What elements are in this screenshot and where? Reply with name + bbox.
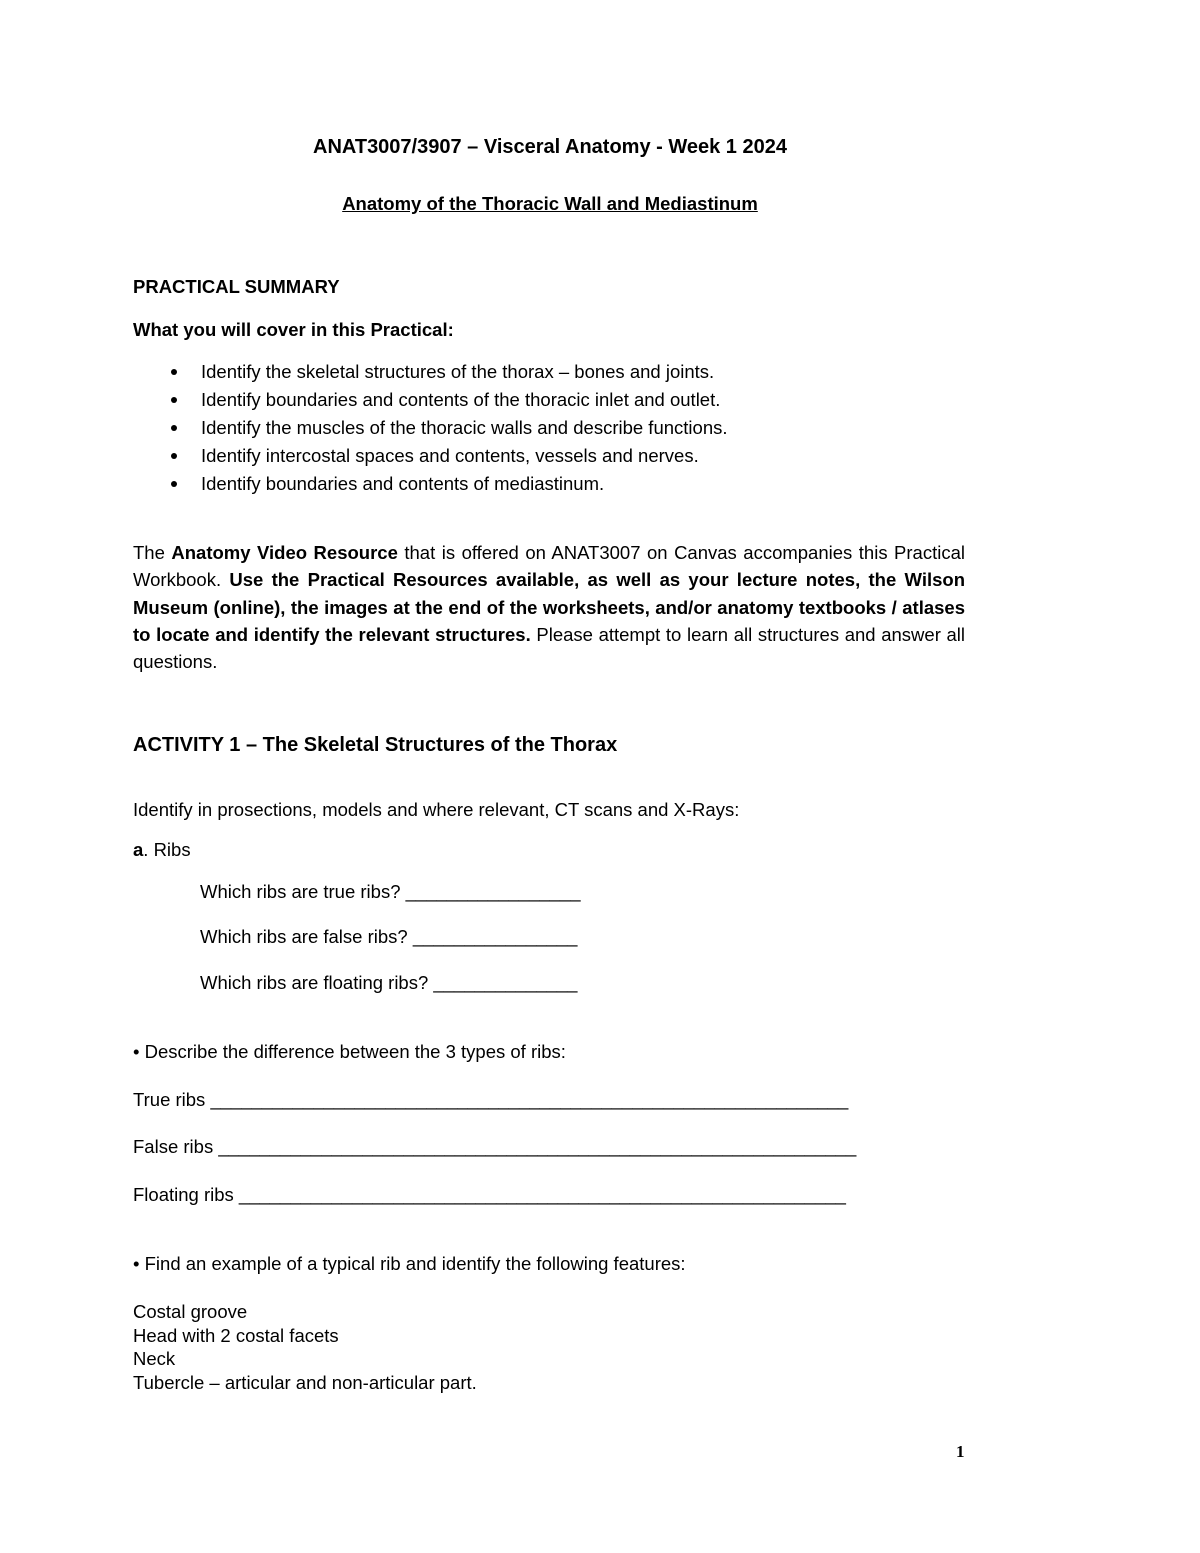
question-false-ribs: Which ribs are false ribs? ________________ [200,926,578,947]
feature-item: Costal groove [133,1301,248,1322]
practical-summary-heading: PRACTICAL SUMMARY [133,276,340,297]
find-example-instruction: • Find an example of a typical rib and identify the following features: [133,1253,686,1274]
bullet-icon [171,481,177,487]
identify-instruction: Identify in prosections, models and where relevant, CT scans and X-Rays: [133,799,740,820]
answer-line-floating-ribs: Floating ribs ___________________________________________________________ [133,1184,846,1205]
document-title: ANAT3007/3907 – Visceral Anatomy - Week 1 2024 [313,136,787,158]
list-item: Identify intercostal spaces and contents, vessels and nerves. [201,445,699,466]
feature-item: Neck [133,1348,176,1369]
bullet-icon [171,397,177,403]
activity-1-heading: ACTIVITY 1 – The Skeletal Structures of the Thorax [133,734,618,756]
list-item: Identify boundaries and contents of mediastinum. [201,473,605,494]
bullet-icon [171,369,177,375]
feature-item: Tubercle – articular and non-articular part. [133,1372,477,1393]
list-item: Identify the muscles of the thoracic walls and describe functions. [201,417,728,438]
list-item: Identify the skeletal structures of the thorax – bones and joints. [201,361,715,382]
resources-instruction: Use the Practical Resources available, as well as your lecture notes, the Wilson Museum (online), the images at the end of the worksheets, and/or anatomy textbooks / atlases to locate and identify the relevant structures. [133,569,965,645]
cover-heading: What you will cover in this Practical: [133,319,454,340]
list-item: Identify boundaries and contents of the thoracic inlet and outlet. [201,389,721,410]
question-true-ribs: Which ribs are true ribs? _________________ [200,881,581,902]
ribs-label: a. Ribs [133,839,191,860]
page-number: 1 [956,1442,965,1461]
answer-line-false-ribs: False ribs ______________________________________________________________ [133,1136,857,1157]
video-resource-name: Anatomy Video Resource [171,542,398,563]
intro-paragraph: The Anatomy Video Resource that is offered on ANAT3007 on Canvas accompanies this Practical Workbook. Use the Practical Resources available, as well as your lecture notes, the Wilson Museum (online), the images at the end of the worksheets, and/or anatomy textbooks / atlases to locate and identify the relevant structures. Please attempt to learn all structures and answer all questions. [133,542,966,673]
feature-item: Head with 2 costal facets [133,1325,339,1346]
describe-difference: • Describe the difference between the 3 types of ribs: [133,1041,566,1062]
bullet-icon [171,425,177,431]
question-floating-ribs: Which ribs are floating ribs? ______________ [200,972,578,993]
bullet-icon [171,453,177,459]
answer-line-true-ribs: True ribs ______________________________________________________________ [133,1089,849,1110]
document-subtitle: Anatomy of the Thoracic Wall and Mediastinum [342,193,758,214]
